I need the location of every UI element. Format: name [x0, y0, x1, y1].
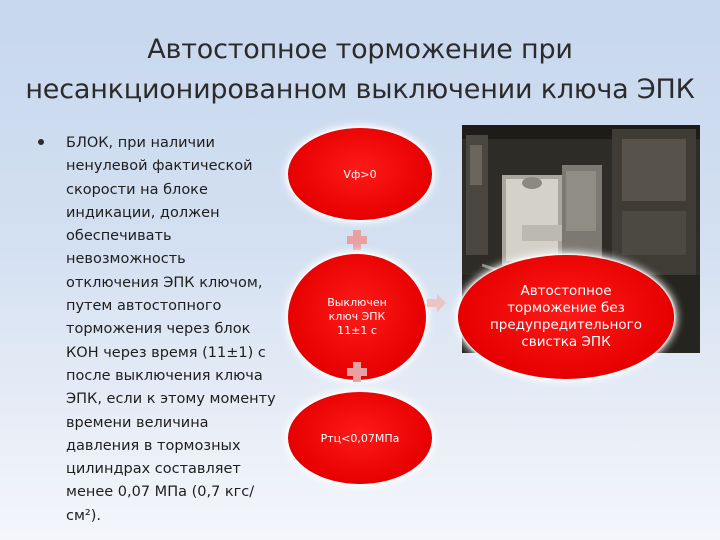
condition-speed-label: Vф>0: [343, 167, 377, 181]
title-line-2: несанкционированном выключении ключа ЭПК: [25, 74, 695, 105]
arrow-right-icon: [427, 293, 447, 313]
bullet-dot-icon: [38, 139, 44, 145]
result-line-4: свистка ЭПК: [521, 334, 611, 350]
bullet-text: БЛОК, при наличии ненулевой фактической скорости на блоке индикации, должен обеспечивать невозможность отключения ЭПК ключом, путем автостопного торможения через блок КОН через время (11±1) с после выключения ключа ЭПК, если к этому моменту времени величина давления в тормозных цилиндрах составляет менее 0,07 МПа (0,7 кгс/см²).: [66, 135, 276, 524]
condition-key-line-1: Выключен: [327, 296, 387, 309]
result-line-3: предупредительного: [489, 317, 643, 333]
result-auto-braking: [458, 255, 674, 379]
condition-pressure-label: Ртц<0,07МПа: [320, 431, 400, 445]
condition-key-line-2: ключ ЭПК: [328, 310, 386, 323]
title-line-1: Автостопное торможение при: [147, 34, 573, 65]
plus-icon: [347, 362, 367, 382]
condition-pressure-low: [288, 392, 432, 484]
condition-key-line-3: 11±1 с: [337, 324, 377, 337]
slide-title: [20, 30, 700, 110]
result-line-1: Автостопное: [520, 283, 612, 299]
result-line-2: торможение без: [507, 300, 625, 316]
condition-speed-nonzero: [288, 128, 432, 220]
plus-icon: [347, 230, 367, 250]
